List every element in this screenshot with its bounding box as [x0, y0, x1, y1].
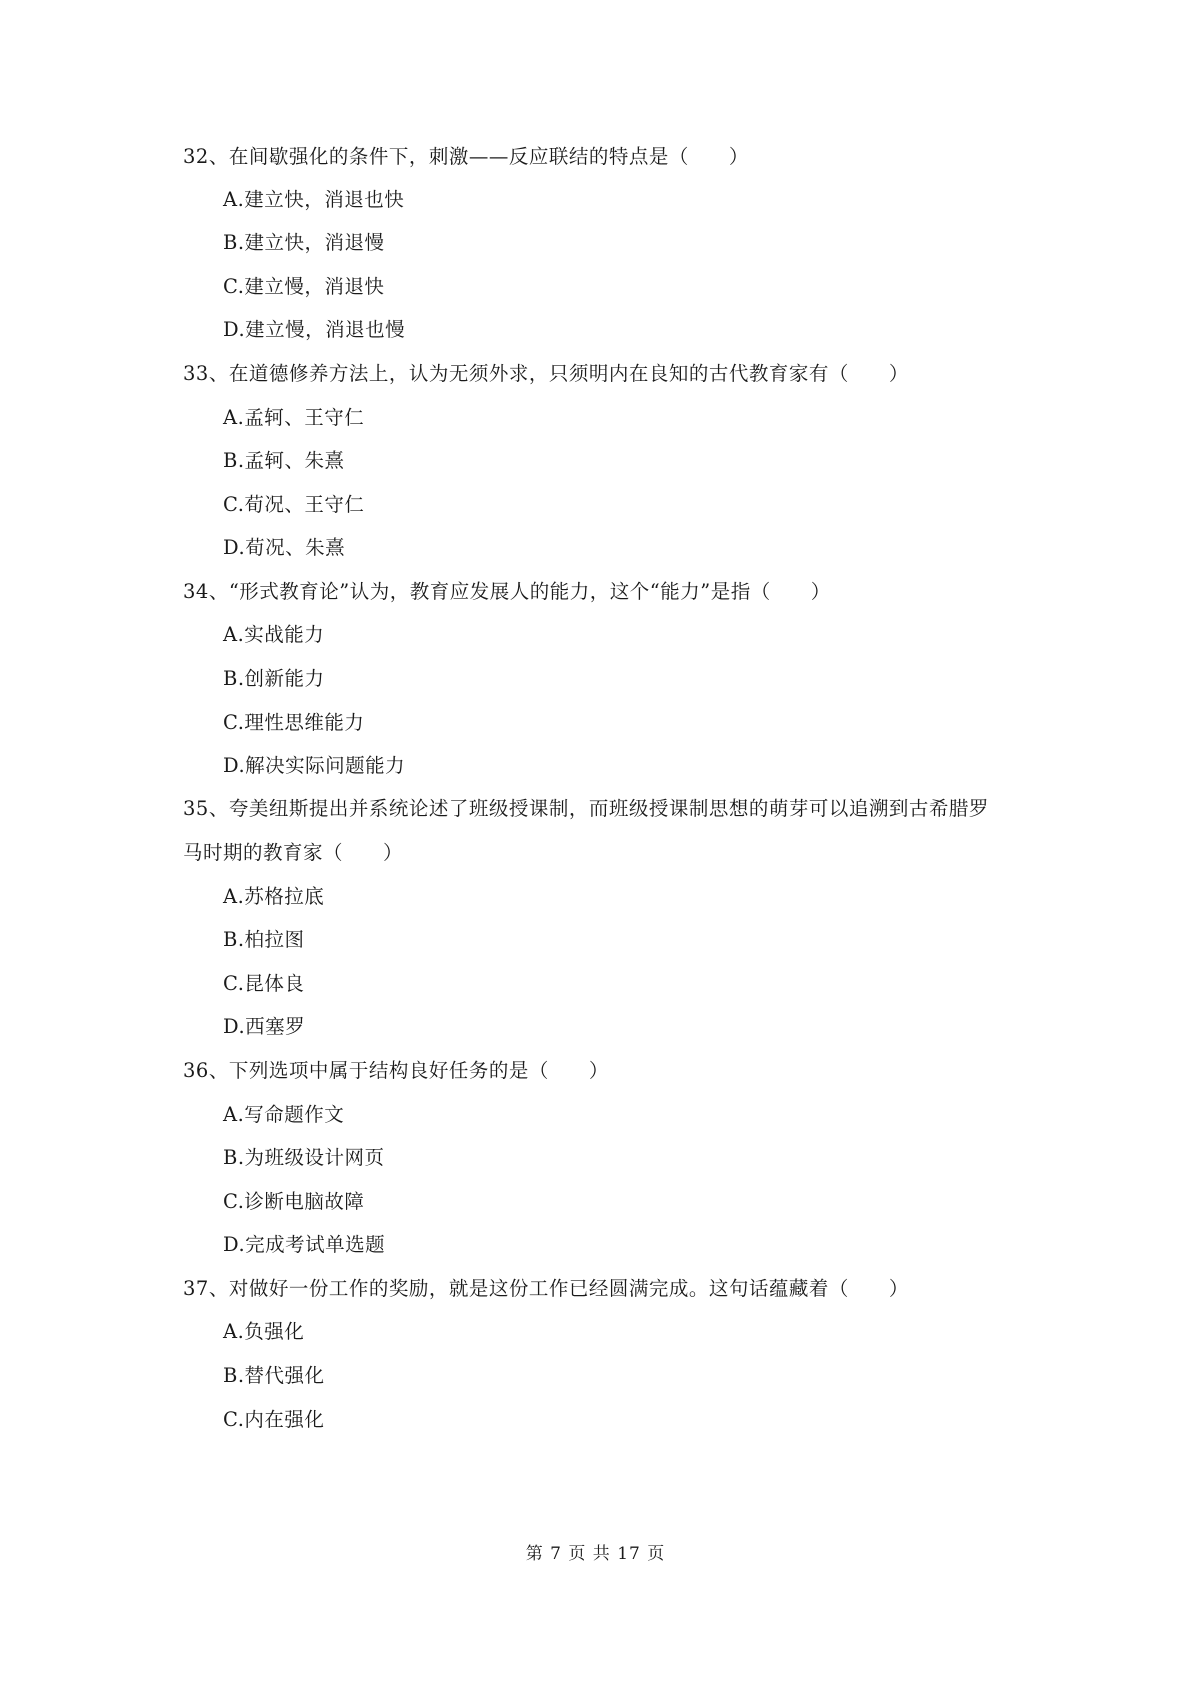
question-34-option-d: D.解决实际问题能力	[223, 754, 406, 777]
question-33-option-d: D.荀况、朱熹	[223, 536, 346, 559]
question-36-option-a: A.写命题作文	[223, 1103, 345, 1126]
question-37-stem: 37、对做好一份工作的奖励，就是这份工作已经圆满完成。这句话蕴藏着（ ）	[183, 1277, 909, 1300]
question-32-option-d: D.建立慢，消退也慢	[223, 318, 406, 341]
question-32-option-b: B.建立快，消退慢	[223, 231, 385, 254]
question-35-option-c: C.昆体良	[223, 972, 305, 995]
question-36-option-d: D.完成考试单选题	[223, 1233, 386, 1256]
question-37-option-b: B.替代强化	[223, 1364, 325, 1387]
question-32-option-c: C.建立慢，消退快	[223, 275, 385, 298]
question-33-option-b: B.孟轲、朱熹	[223, 449, 345, 472]
question-33-stem: 33、在道德修养方法上，认为无须外求，只须明内在良知的古代教育家有（ ）	[183, 362, 909, 385]
question-32-stem: 32、在间歇强化的条件下，刺激——反应联结的特点是（ ）	[183, 145, 749, 168]
question-36-option-b: B.为班级设计网页	[223, 1146, 385, 1169]
question-36-stem: 36、下列选项中属于结构良好任务的是（ ）	[183, 1059, 609, 1082]
question-35-option-d: D.西塞罗	[223, 1015, 306, 1038]
question-35-stem-line-1: 35、夸美纽斯提出并系统论述了班级授课制，而班级授课制思想的萌芽可以追溯到古希腊罗	[183, 797, 989, 820]
question-35-option-b: B.柏拉图	[223, 928, 305, 951]
question-36-option-c: C.诊断电脑故障	[223, 1190, 365, 1213]
question-35-stem-line-2: 马时期的教育家（ ）	[183, 841, 404, 864]
question-34-option-b: B.创新能力	[223, 667, 325, 690]
question-37-option-a: A.负强化	[223, 1320, 305, 1343]
question-37-option-c: C.内在强化	[223, 1408, 325, 1431]
question-34-stem: 34、“形式教育论”认为，教育应发展人的能力，这个“能力”是指（ ）	[183, 580, 831, 603]
question-34-option-a: A.实战能力	[223, 623, 325, 646]
page-number-footer: 第 7 页 共 17 页	[525, 1544, 666, 1564]
question-35-option-a: A.苏格拉底	[223, 885, 325, 908]
question-33-option-c: C.荀况、王守仁	[223, 493, 365, 516]
question-32-option-a: A.建立快，消退也快	[223, 188, 405, 211]
question-34-option-c: C.理性思维能力	[223, 711, 365, 734]
question-33-option-a: A.孟轲、王守仁	[223, 406, 365, 429]
